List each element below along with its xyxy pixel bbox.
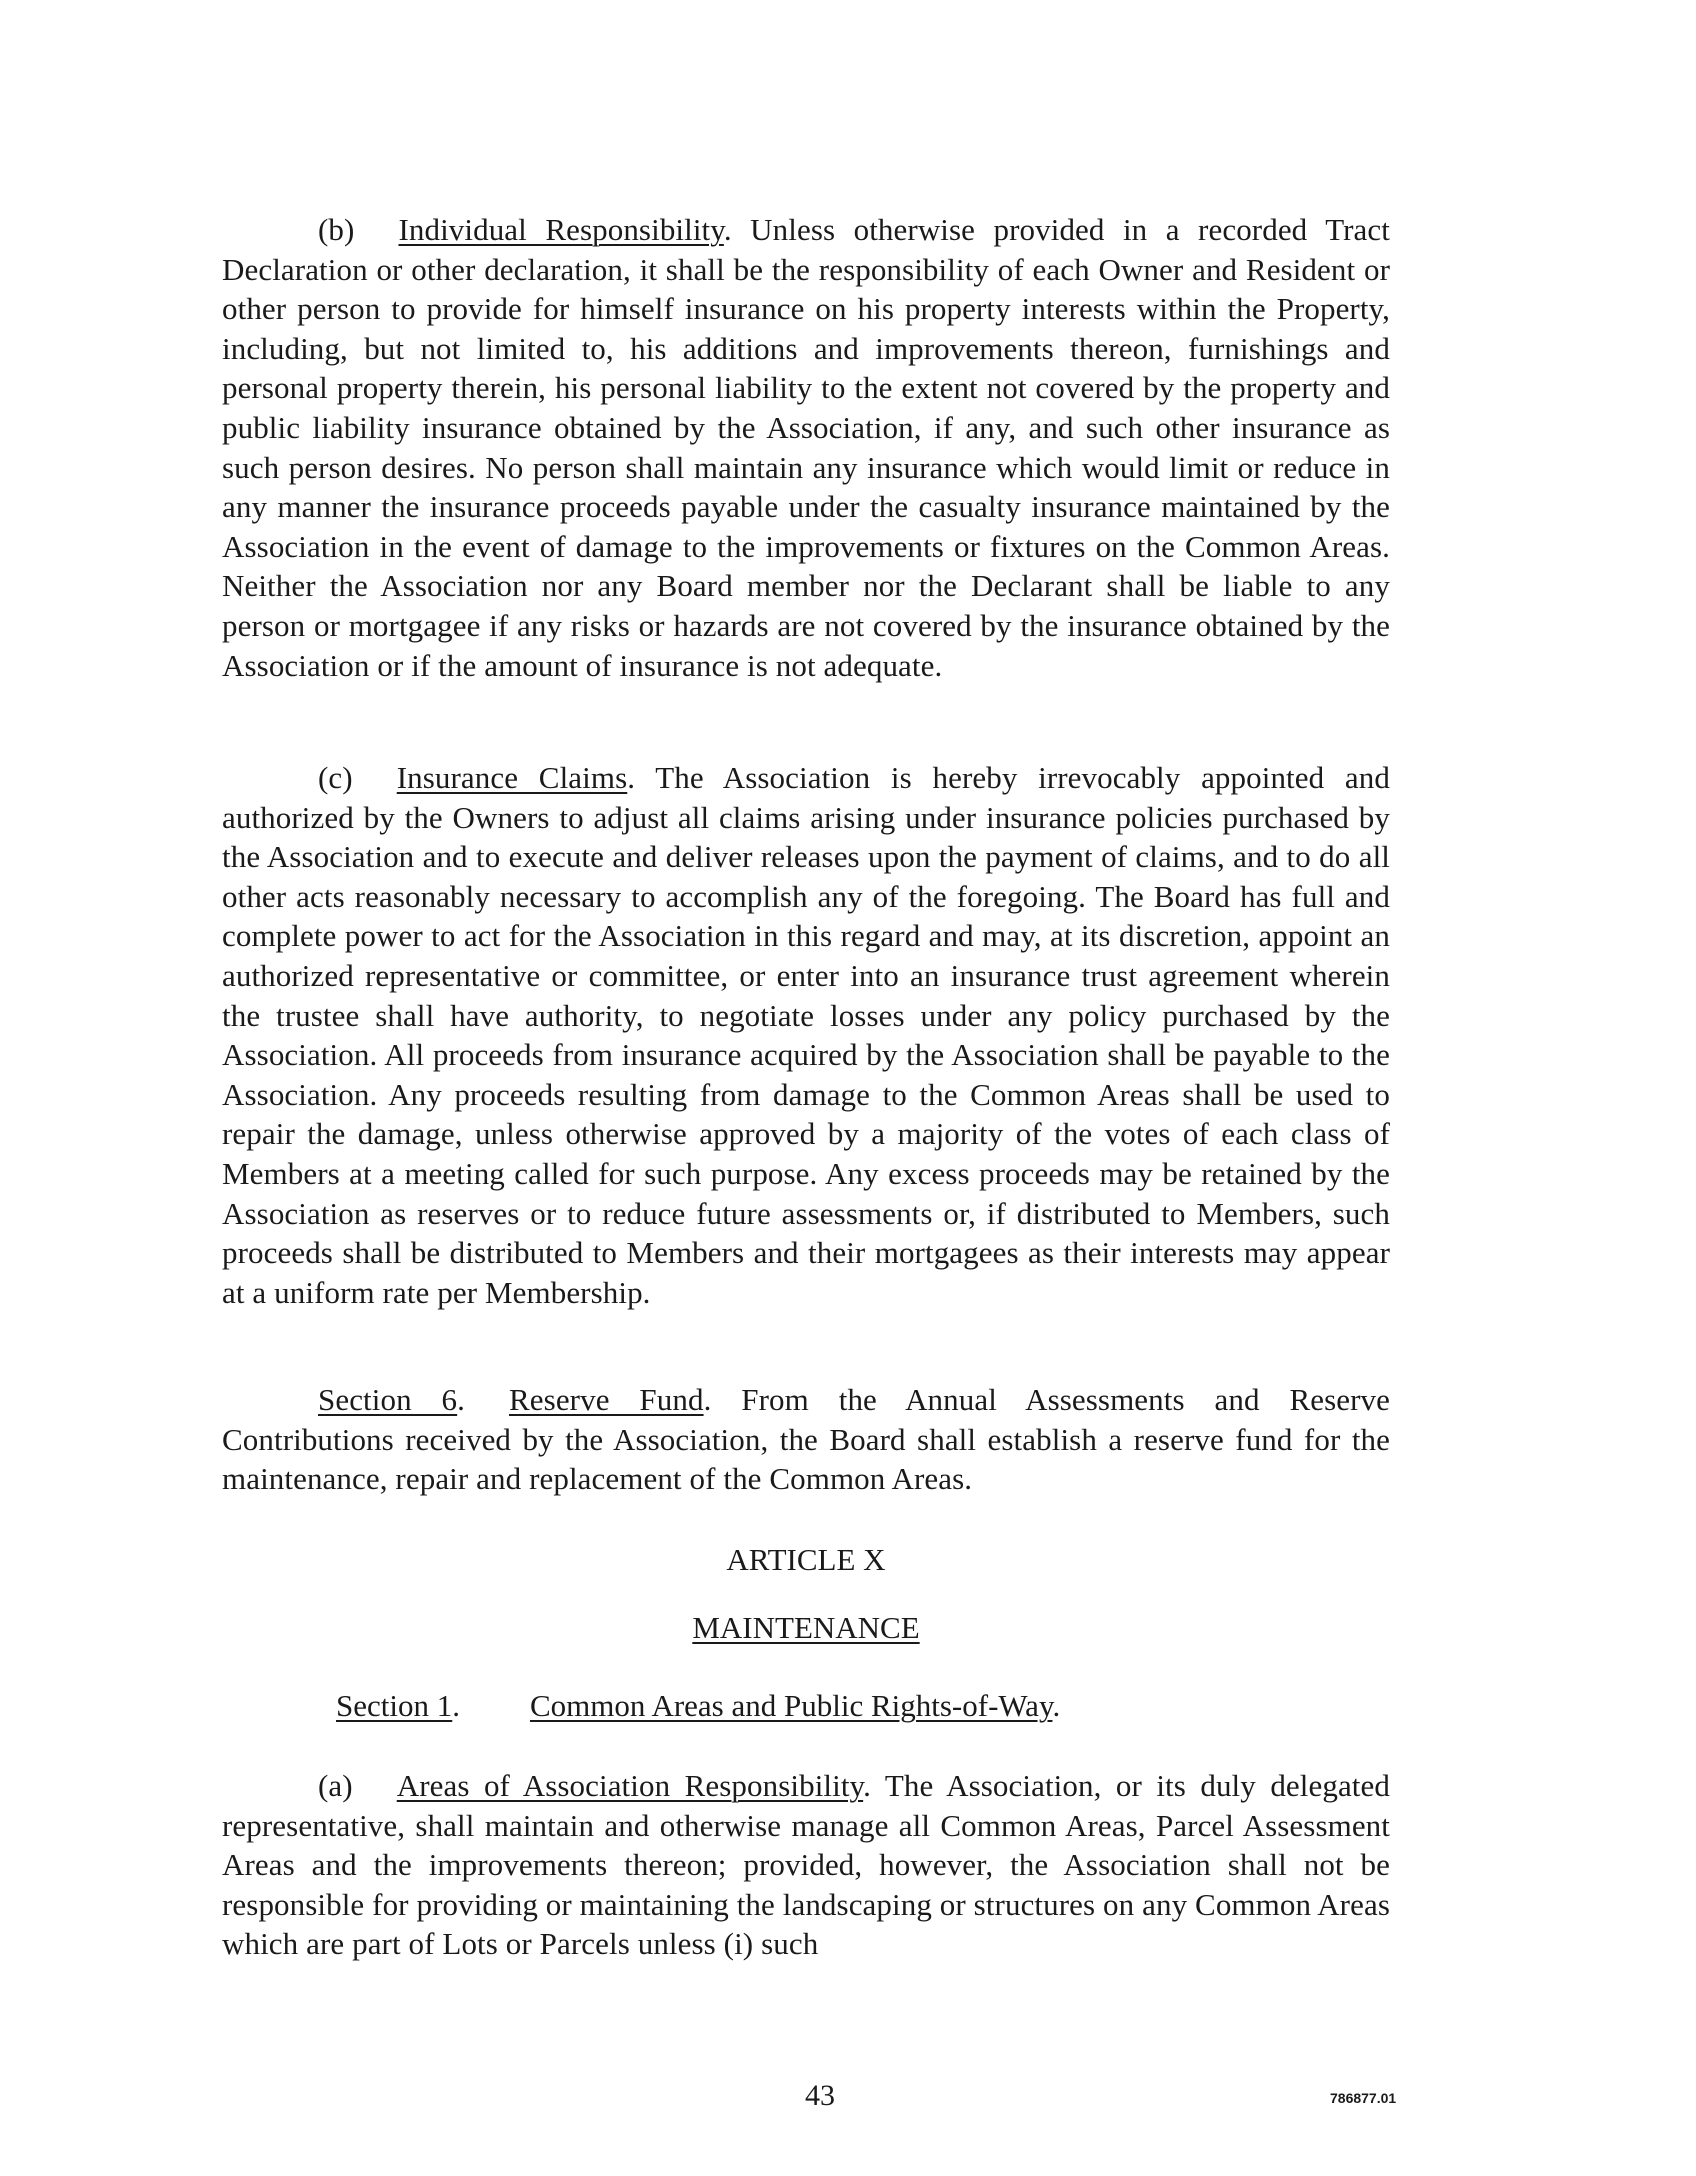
- section-1-label: Section 1: [336, 1688, 453, 1723]
- section-1-title: Common Areas and Public Rights-of-Way: [530, 1688, 1053, 1723]
- paragraph-c-label: (c): [318, 760, 353, 795]
- paragraph-b-text: . Unless otherwise provided in a recorded Tract Declaration or other declaration, it shall be the responsibility of each Owner and Resident or other person to provide for himself insurance on his property interests within the Property, including, but not limited to, his additions and improvements thereon, furnishings and personal property therein, his personal liability to the extent not covered by the property and public liability insurance obtained by the Association, if any, and such other insurance as such person desires. No person shall maintain any insurance which would limit or reduce in any manner the insurance proceeds payable under the casualty insurance maintained by the Association in the event of damage to the improvements or fixtures on the Common Areas. Neither the Association nor any Board member nor the Declarant shall be liable to any person or mortgagee if any risks or hazards are not covered by the insurance obtained by the Association or if the amount of insurance is not adequate.: [222, 212, 1390, 683]
- paragraph-b: [222, 210, 1390, 685]
- section-6-heading: Reserve Fund: [509, 1382, 704, 1417]
- paragraph-c-text: . The Association is hereby irrevocably appointed and authorized by the Owners to adjust all claims arising under insurance policies purchased by the Association and to execute and deliver releases upon the payment of claims, and to do all other acts reasonably necessary to accomplish any of the foregoing. The Board has full and complete power to act for the Association in this regard and may, at its discretion, appoint an authorized representative or committee, or enter into an insurance trust agreement wherein the trustee shall have authority, to negotiate losses under any policy purchased by the Association. All proceeds from insurance acquired by the Association shall be payable to the Association. Any proceeds resulting from damage to the Common Areas shall be used to repair the damage, unless otherwise approved by a majority of the votes of each class of Members at a meeting called for such purpose. Any excess proceeds may be retained by the Association as reserves or to reduce future assessments or, if distributed to Members, such proceeds shall be distributed to Members and their mortgagees as their interests may appear at a uniform rate per Membership.: [222, 760, 1390, 1310]
- article-title-text: MAINTENANCE: [692, 1610, 920, 1645]
- paragraph-b-heading: Individual Responsibility: [398, 212, 724, 247]
- article-number: ARTICLE X: [726, 1542, 886, 1577]
- paragraph-a-label: (a): [318, 1768, 353, 1803]
- section-6-label-suffix: .: [457, 1382, 466, 1417]
- section-6: [222, 1380, 1390, 1499]
- section-1-heading: [336, 1686, 1060, 1726]
- section-1-title-suffix: .: [1052, 1688, 1061, 1723]
- paragraph-a-heading: Areas of Association Responsibility: [396, 1768, 864, 1803]
- paragraph-c-heading: Insurance Claims: [396, 760, 628, 795]
- section-6-label: Section 6: [318, 1382, 458, 1417]
- paragraph-c: [222, 758, 1390, 1312]
- paragraph-a: [222, 1766, 1390, 1964]
- section-6-text: . From the Annual Assessments and Reserve Contributions received by the Association, the Board shall establish a reserve fund for the maintenance, repair and replacement of the Common Areas.: [222, 1382, 1390, 1497]
- section-1-label-suffix: .: [452, 1688, 460, 1723]
- paragraph-b-label: (b): [318, 212, 355, 247]
- paragraph-a-text: . The Association, or its duly delegated representative, shall maintain and otherwise manage all Common Areas, Parcel Assessment Areas and the improvements thereon; provided, however, the Association shall not be responsible for providing or maintaining the landscaping or structures on any Common Areas which are part of Lots or Parcels unless (i) such: [222, 1768, 1390, 1962]
- page-number: 43: [805, 2079, 835, 2112]
- article-title: [222, 1608, 1390, 1648]
- document-id: 786877.01: [1330, 2090, 1397, 2106]
